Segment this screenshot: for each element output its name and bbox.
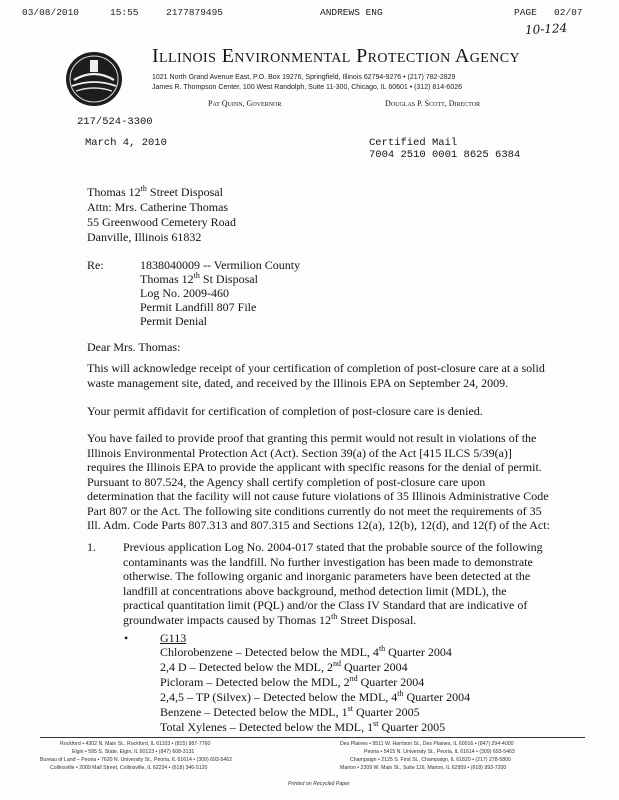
- detection-item: 2,4 D – Detected below the MDL, 2nd Quarter 2004: [160, 659, 408, 674]
- re-log-number: Log No. 2009-460: [140, 286, 229, 300]
- item-1-text: Previous application Log No. 2004-017 stated that the probable source of the following contaminants was the landfill. No further investigation has been made to demonstrate otherwise. The following organic and inorganic parameters have been detected at the landfill at concentrations above background, method detection limit (MDL), the practical quantitation limit (PQL) and/or the Class IV Standard that are indicative of groundwater impacts caused by Thomas 12th Street Disposal.: [123, 540, 543, 627]
- phone-reference: 217/524-3300: [77, 116, 153, 128]
- recipient-attention: Attn: Mrs. Catherine Thomas: [87, 200, 229, 214]
- footer-office-rockford: Rockford • 4302 N. Main St., Rockford, IL 61103 • (815) 987-7760: [60, 741, 211, 747]
- item-number: 1.: [87, 540, 96, 554]
- footer-office-des-plaines: Des Plaines • 9511 W. Harrison St., Des Plaines, IL 60016 • (847) 294-4000: [340, 741, 514, 747]
- recipient-city: Danville, Illinois 61832: [87, 230, 202, 244]
- detection-item: Picloram – Detected below the MDL, 2nd Quarter 2004: [160, 674, 425, 689]
- re-label: Re:: [87, 258, 104, 272]
- recipient-street: 55 Greenwood Cemetery Road: [87, 215, 236, 229]
- fax-sender: ANDREWS ENG: [320, 7, 383, 18]
- detection-item: 2,4,5 – TP (Silvex) – Detected below the MDL, 4th Quarter 2004: [160, 689, 471, 704]
- paragraph-reasons: You have failed to provide proof that granting this permit would not result in violations of the Illinois Environmental Protection Act (Act). Section 39(a) of the Act [415 ILCS 5/39(a)] requires the Illinois EPA to provide the applicant with specific reasons for the denial of permit. Pursuant to 807.524, the Agency shall certify completion of post-closure care upon determination that the facility will not cause future violations of 35 Illinois Administrative Code Part 807 or the Act. The following site conditions currently do not meet the requirements of 35 Ill. Adm. Code Parts 807.313 and 807.315 and Sections 12(a), 12(b), 12(d), and 12(f) of the Act:: [87, 431, 550, 532]
- footer-office-peoria: Peoria • 5415 N. University St., Peoria, IL 61614 • (309) 693-5463: [364, 749, 515, 755]
- footer-office-collinsville: Collinsville • 2009 Mall Street, Collinsville, IL 62234 • (618) 346-5120: [50, 765, 208, 771]
- fax-page-number: 02/07: [554, 7, 583, 18]
- recycled-paper-note: Printed on Recycled Paper: [288, 781, 350, 787]
- re-site-id: 1838040009 -- Vermilion County: [140, 258, 301, 272]
- footer-office-marion: Marion • 2309 W. Main St., Suite 116, Marion, IL 62959 • (618) 993-7200: [340, 765, 507, 771]
- fax-time: 15:55: [110, 7, 139, 18]
- recipient-name: Thomas 12th Street Disposal: [87, 184, 223, 199]
- re-subject: Permit Denial: [140, 314, 207, 328]
- director-name: Douglas P. Scott, Director: [385, 99, 481, 108]
- fax-date: 03/08/2010: [22, 7, 80, 18]
- footer-office-elgin: Elgin • 595 S. State, Elgin, IL 60123 • (847) 608-3131: [72, 749, 195, 755]
- detection-item: Total Xylenes – Detected below the MDL, 1st Quarter 2005: [160, 719, 446, 734]
- letterhead-address-chicago: James R. Thompson Center, 100 West Randolph, Suite 11-300, Chicago, IL 60601 • (312) 814-6026: [152, 84, 462, 91]
- salutation: Dear Mrs. Thomas:: [87, 340, 181, 354]
- footer-divider: [40, 737, 585, 738]
- agency-name: Illinois Environmental Protection Agency: [152, 45, 520, 67]
- well-name: G113: [160, 631, 187, 645]
- letter-date: March 4, 2010: [85, 137, 167, 149]
- certified-mail-label: Certified Mail: [369, 137, 458, 149]
- fax-page-label: PAGE: [514, 7, 537, 18]
- footer-office-bol-peoria: Bureau of Land – Peoria • 7620 N. University St., Peoria, IL 61614 • (309) 693-5462: [40, 757, 233, 763]
- governor-name: Pat Quinn, Governor: [208, 99, 282, 108]
- bullet: •: [124, 631, 129, 645]
- paragraph-denial: Your permit affidavit for certification of completion of post-closure care is denied.: [87, 404, 483, 418]
- agency-seal-logo: [64, 50, 124, 108]
- fax-phone: 2177879495: [166, 7, 224, 18]
- letterhead-address-springfield: 1021 North Grand Avenue East, P.O. Box 19276, Springfield, Illinois 62794-9276 • (217) 782-2829: [152, 74, 456, 81]
- paragraph-acknowledgement: This will acknowledge receipt of your certification of completion of post-closure care at a solid waste management site, dated, and received by the Illinois EPA on September 24, 2009.: [87, 361, 545, 390]
- re-file: Permit Landfill 807 File: [140, 300, 257, 314]
- detection-item: Benzene – Detected below the MDL, 1st Quarter 2005: [160, 704, 420, 719]
- handwritten-note: 10-124: [524, 20, 568, 38]
- detection-item: Chlorobenzene – Detected below the MDL, 4th Quarter 2004: [160, 644, 452, 659]
- re-site-name: Thomas 12th St Disposal: [140, 271, 258, 286]
- footer-office-champaign: Champaign • 2125 S. First St., Champaign, IL 61820 • (217) 278-5800: [350, 757, 511, 763]
- certified-mail-number: 7004 2510 0001 8625 6384: [369, 149, 521, 161]
